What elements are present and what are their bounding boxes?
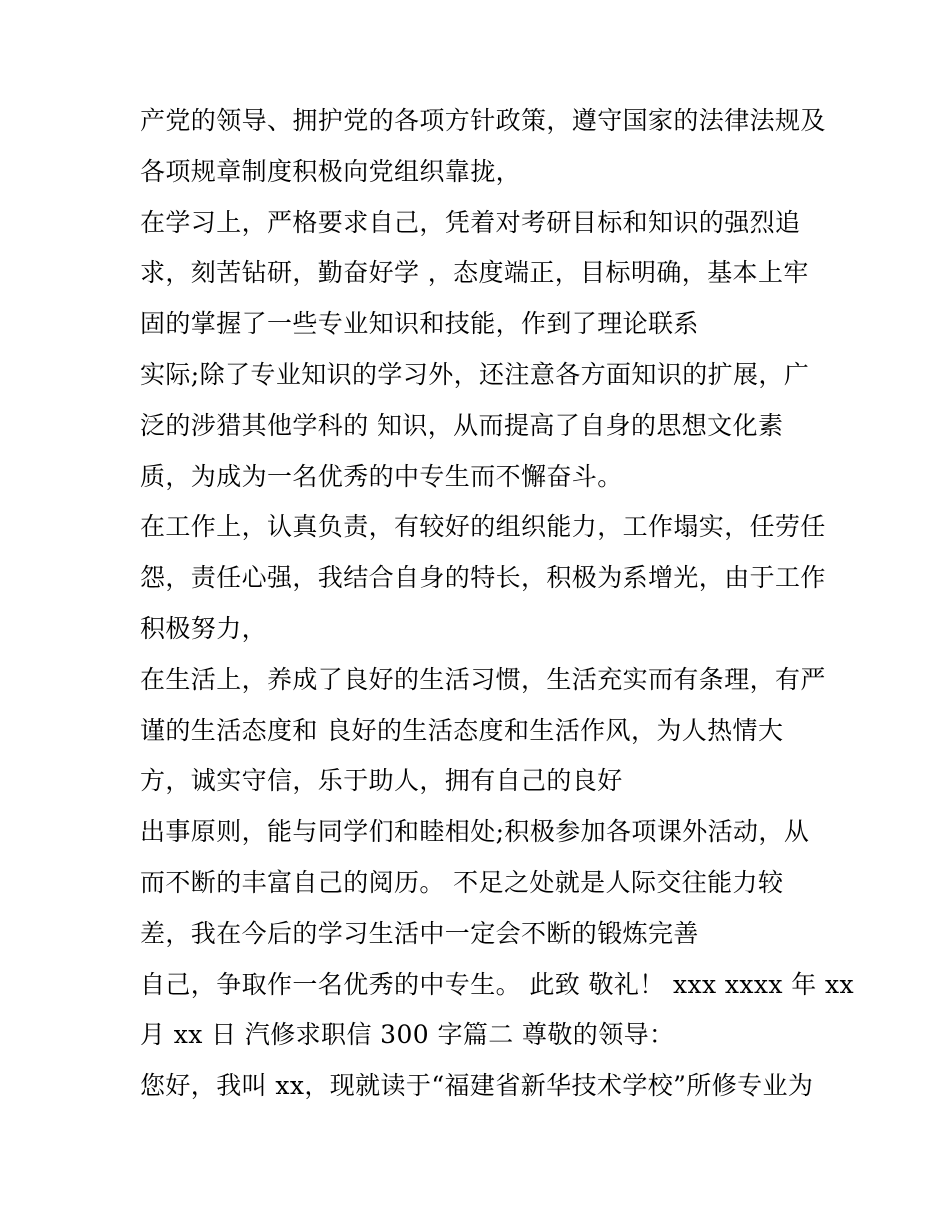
text-line: 泛的涉猎其他学科的 知识，从而提高了自身的思想文化素 xyxy=(140,410,784,440)
body-text xyxy=(140,106,854,1124)
text-line: 各项规章制度积极向党组织靠拢， xyxy=(140,156,522,186)
text-line: 谨的生活态度和 良好的生活态度和生活作风，为人热情大 xyxy=(140,715,784,745)
text-line: 怨，责任心强，我结合自身的特长，积极为系增光，由于工作 xyxy=(140,563,826,593)
text-line: 质，为成为一名优秀的中专生而不懈奋斗。 xyxy=(140,461,623,491)
text-line: 固的掌握了一些专业知识和技能，作到了理论联系 xyxy=(140,309,699,339)
text-line: 方，诚实守信，乐于助人，拥有自己的良好 xyxy=(140,766,623,796)
text-line: 出事原则，能与同学们和睦相处;积极参加各项课外活动，从 xyxy=(140,817,810,847)
text-line: 在学习上，严格要求自己，凭着对考研目标和知识的强烈追 xyxy=(140,207,801,237)
text-line: 差，我在今后的学习生活中一定会不断的锻炼完善 xyxy=(140,918,699,948)
text-line: 求，刻苦钻研，勤奋好学 ，态度端正，目标明确，基本上牢 xyxy=(140,258,809,288)
text-line: 自己，争取作一名优秀的中专生。 此致 敬礼！ xxx xxxx 年 xx xyxy=(140,969,854,999)
text-line: 您好，我叫 xx，现就读于“福建省新华技术学校”所修专业为 xyxy=(140,1071,814,1101)
text-line: 而不断的丰富自己的阅历。 不足之处就是人际交往能力较 xyxy=(140,867,784,897)
text-line: 在生活上，养成了良好的生活习惯，生活充实而有条理，有严 xyxy=(140,664,826,694)
text-line: 实际;除了专业知识的学习外，还注意各方面知识的扩展，广 xyxy=(140,359,810,389)
text-line: 月 xx 日 汽修求职信 300 字篇二 尊敬的领导： xyxy=(140,1020,675,1050)
text-line: 产党的领导、拥护党的各项方针政策，遵守国家的法律法规及 xyxy=(140,106,826,135)
text-line: 积极努力， xyxy=(140,613,268,643)
text-line: 在工作上，认真负责，有较好的组织能力，工作塌实，任劳任 xyxy=(140,512,826,542)
